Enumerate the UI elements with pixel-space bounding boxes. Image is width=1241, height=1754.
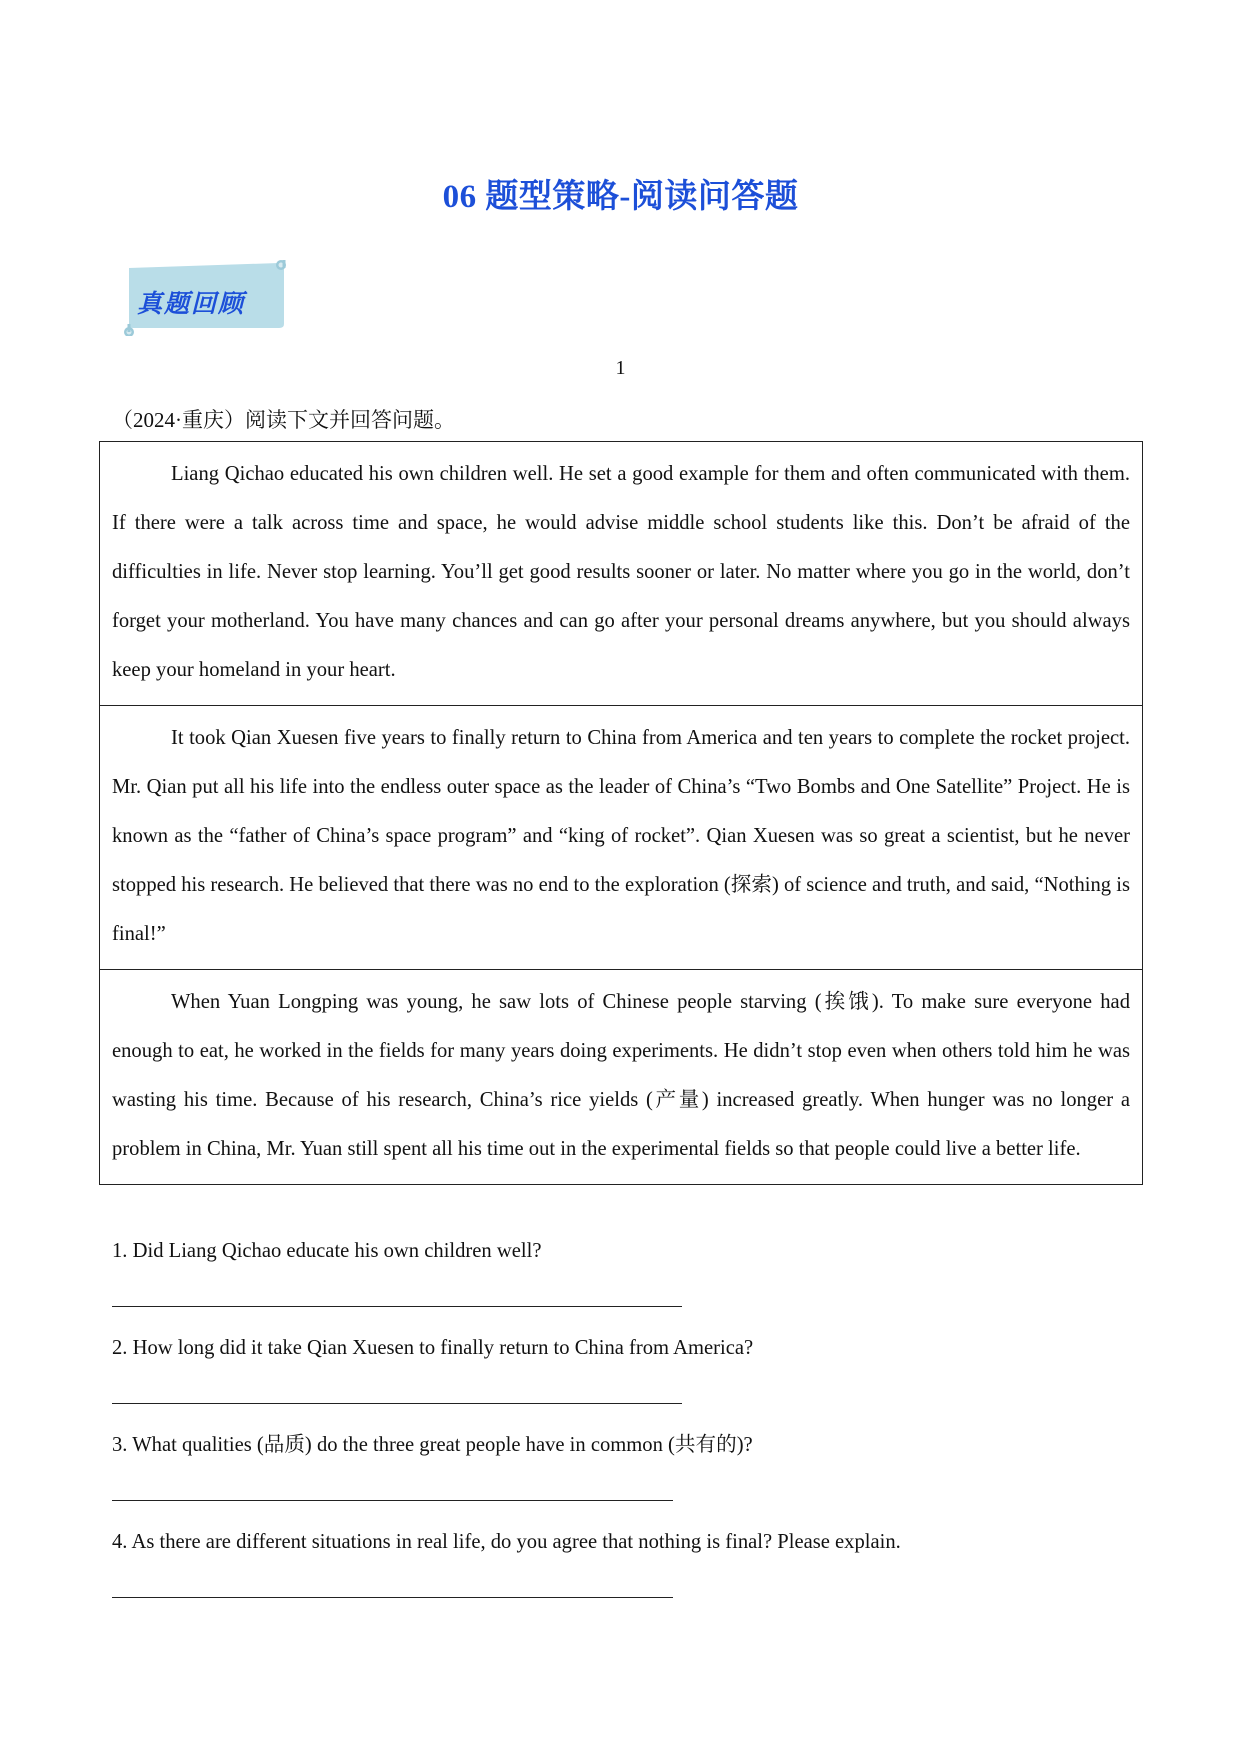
question-text: 1. Did Liang Qichao educate his own children well?: [112, 1240, 542, 1262]
passage-table: [99, 441, 1143, 1185]
answer-blank-line[interactable]: [112, 1500, 673, 1501]
answer-blank-line[interactable]: [112, 1597, 673, 1598]
page-title: 06 题型策略-阅读问答题: [442, 179, 799, 215]
question-list: [112, 1226, 1132, 1614]
passage-yuan-longping: When Yuan Longping was young, he saw lots of Chinese people starving (挨饿). To make sure everyone had enough to eat, he worked in the fields for many years doing experiments. He didn’t stop even when others told him he was wasting his time. Because of his research, China’s rice yields (产量) increased greatly. When hunger was no longer a problem in China, Mr. Yuan still spent all his time out in the experimental fields so that people could live a better life.: [100, 969, 1142, 1184]
question-item: [112, 1226, 1132, 1323]
question-text: 2. How long did it take Qian Xuesen to finally return to China from America?: [112, 1337, 754, 1359]
question-item: [112, 1323, 1132, 1420]
section-tag-label: 真题回顾: [137, 291, 246, 318]
passage-liang-qichao: Liang Qichao educated his own children well. He set a good example for them and often communicated with them. If there were a talk across time and space, he would advise middle school students like this. Don’t be afraid of the difficulties in life. Never stop learning. You’ll get good results sooner or later. No matter where you go in the world, don’t forget your motherland. You have many chances and can go after your personal dreams anywhere, but you should always keep your homeland in your heart.: [112, 463, 1130, 681]
source-instruction: （2024·重庆）阅读下文并回答问题。: [112, 408, 455, 432]
question-text: 4. As there are different situations in real life, do you agree that nothing is final? Please explain.: [112, 1531, 901, 1553]
answer-blank-line[interactable]: [112, 1306, 682, 1307]
passage-qian-xuesen: It took Qian Xuesen five years to finally return to China from America and ten years to complete the rocket project. Mr. Qian put all his life into the endless outer space as the leader of China’s “Two Bombs and One Satellite” Project. He is known as the “father of China’s space program” and “king of rocket”. Qian Xuesen was so great a scientist, but he never stopped his research. He believed that there was no end to the exploration (探索) of science and truth, and said, “Nothing is final!”: [100, 705, 1142, 969]
question-item: [112, 1517, 1132, 1614]
answer-blank-line[interactable]: [112, 1403, 682, 1404]
question-text: 3. What qualities (品质) do the three great people have in common (共有的)?: [112, 1434, 753, 1456]
question-item: [112, 1420, 1132, 1517]
section-tag-banner: [121, 256, 287, 336]
page-number: 1: [615, 357, 626, 379]
